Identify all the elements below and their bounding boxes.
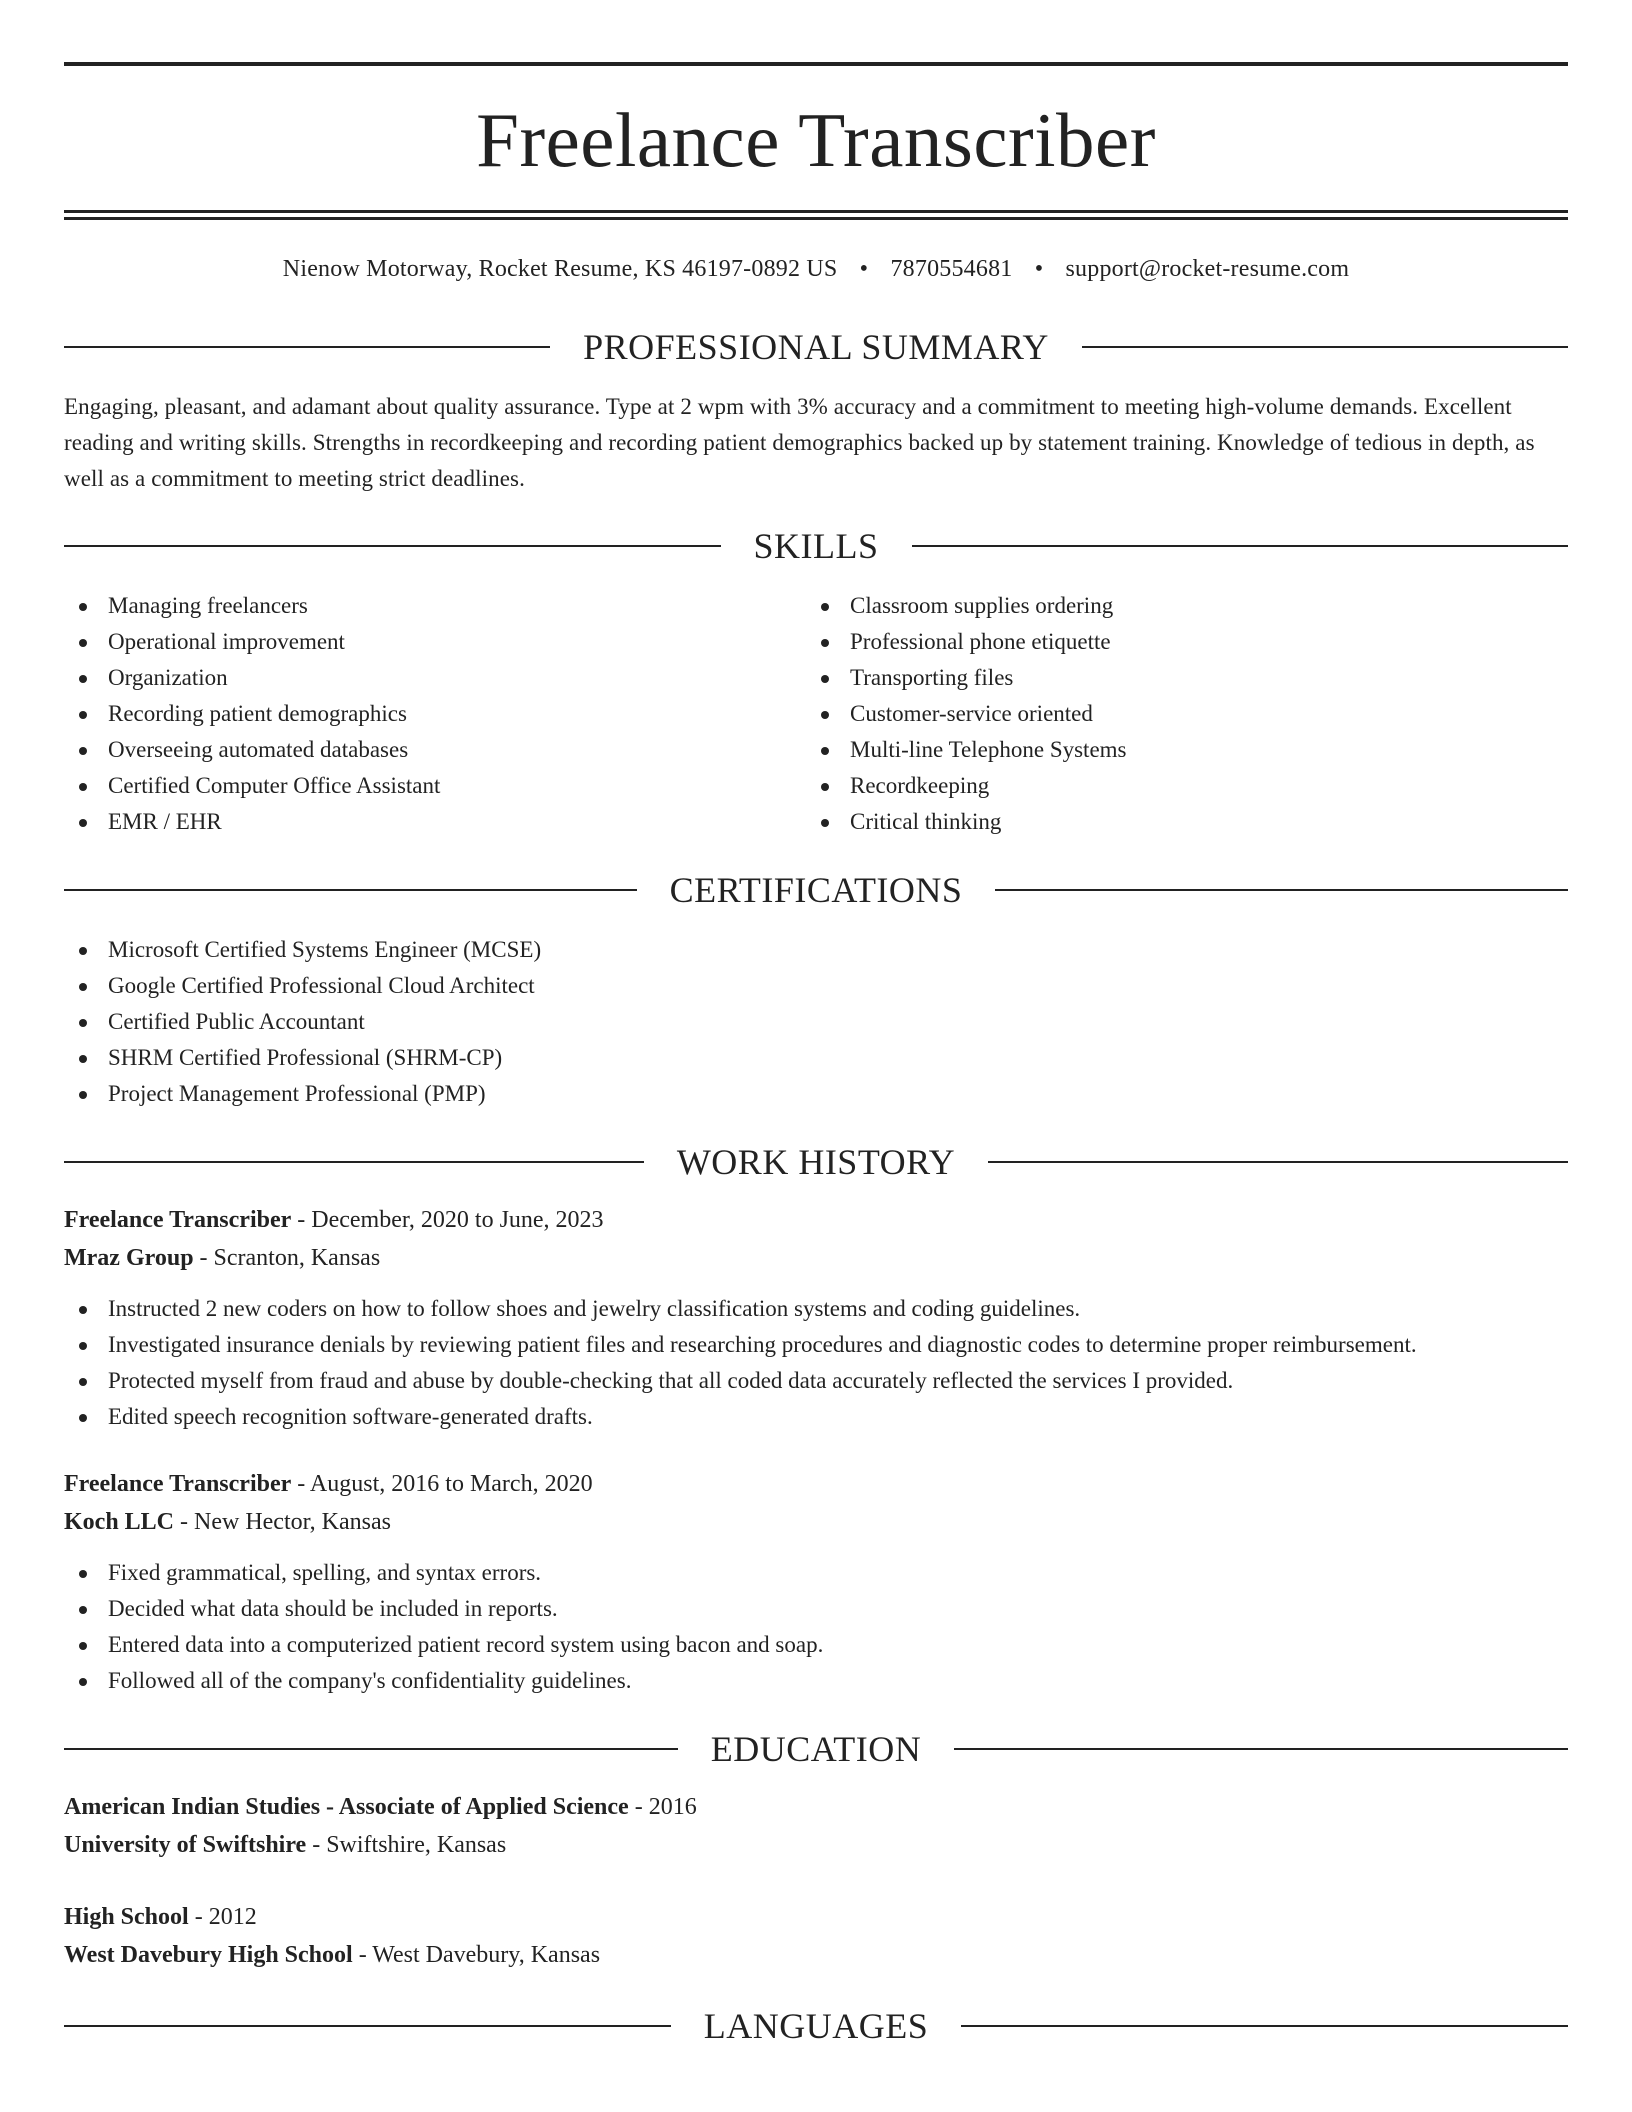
section-rule (64, 545, 721, 547)
section-header-education (64, 1731, 1568, 1767)
education-location: - West Davebury, Kansas (352, 1942, 601, 1968)
job-dates: - December, 2020 to June, 2023 (291, 1207, 604, 1233)
section-title: WORK HISTORY (676, 1142, 956, 1182)
section-header-certifications (64, 872, 1568, 908)
certification-item: Google Certified Professional Cloud Architect (64, 968, 1568, 1004)
section-rule (961, 2025, 1568, 2027)
job-location: - Scranton, Kansas (193, 1245, 381, 1271)
job-company-line (64, 1239, 1568, 1277)
job-entry (64, 1201, 1568, 1435)
education-school-line (64, 1826, 1568, 1864)
section-header-skills (64, 528, 1568, 564)
job-dates: - August, 2016 to March, 2020 (291, 1471, 593, 1497)
certification-item: Certified Public Accountant (64, 1004, 1568, 1040)
education-year: - 2012 (188, 1904, 257, 1930)
skill-item: Professional phone etiquette (806, 624, 1548, 660)
skill-item: Classroom supplies ordering (806, 588, 1548, 624)
contact-line (64, 257, 1568, 281)
section-rule (1082, 346, 1568, 348)
skills-list-left (64, 588, 806, 840)
education-degree: American Indian Studies - Associate of Applied Science (64, 1794, 629, 1820)
job-bullets (64, 1555, 1568, 1699)
section-title: EDUCATION (710, 1729, 922, 1769)
education-degree: High School (64, 1904, 189, 1930)
skill-item: Operational improvement (64, 624, 806, 660)
education-school: University of Swiftshire (64, 1832, 307, 1858)
skill-item: Recording patient demographics (64, 696, 806, 732)
skill-item: Critical thinking (806, 804, 1548, 840)
certification-item: Microsoft Certified Systems Engineer (MCSE) (64, 932, 1568, 968)
certification-item: Project Management Professional (PMP) (64, 1076, 1568, 1112)
section-rule (954, 1748, 1568, 1750)
job-company-line (64, 1503, 1568, 1541)
section-header-languages (64, 2008, 1568, 2044)
job-company: Mraz Group (64, 1245, 194, 1271)
job-bullet: Fixed grammatical, spelling, and syntax errors. (64, 1555, 1568, 1591)
job-bullet: Protected myself from fraud and abuse by double-checking that all coded data accurately reflected the services I provided. (64, 1363, 1568, 1399)
education-entry (64, 1898, 1568, 1974)
top-rule (64, 62, 1568, 66)
education-school-line (64, 1936, 1568, 1974)
job-title-line (64, 1201, 1568, 1239)
education-degree-line (64, 1898, 1568, 1936)
skill-item: Multi-line Telephone Systems (806, 732, 1548, 768)
summary-text: Engaging, pleasant, and adamant about quality assurance. Type at 2 wpm with 3% accuracy and a commitment to meeting high-volume demands. Excellent reading and writing skills. Strengths in recordkeeping and recording patient demographics backed up by statement training. Knowledge of tedious in depth, as well as a commitment to meeting strict deadlines. (64, 394, 1535, 491)
contact-phone: 7870554681 (890, 256, 1013, 282)
section-rule (64, 889, 637, 891)
contact-separator: • (859, 256, 869, 282)
section-title: PROFESSIONAL SUMMARY (583, 327, 1049, 367)
certification-item: SHRM Certified Professional (SHRM-CP) (64, 1040, 1568, 1076)
job-bullet: Decided what data should be included in reports. (64, 1591, 1568, 1627)
job-title-line (64, 1465, 1568, 1503)
contact-address: Nienow Motorway, Rocket Resume, KS 46197-0892 US (282, 256, 838, 282)
skill-item: Recordkeeping (806, 768, 1548, 804)
skills-columns (64, 588, 1568, 840)
skill-item: Organization (64, 660, 806, 696)
skill-item: Transporting files (806, 660, 1548, 696)
section-header-work-history (64, 1144, 1568, 1180)
section-rule (64, 1748, 678, 1750)
job-bullet: Investigated insurance denials by reviewing patient files and researching procedures and diagnostic codes to determine proper reimbursement. (64, 1327, 1568, 1363)
section-rule (64, 1161, 644, 1163)
job-location: - New Hector, Kansas (174, 1509, 391, 1535)
resume-name: Freelance Transcriber (476, 97, 1156, 183)
job-entry (64, 1465, 1568, 1699)
skill-item: EMR / EHR (64, 804, 806, 840)
section-rule (64, 346, 550, 348)
job-role: Freelance Transcriber (64, 1207, 292, 1233)
name-rule-lower (64, 217, 1568, 220)
contact-separator: • (1034, 256, 1044, 282)
section-title: SKILLS (753, 526, 879, 566)
section-rule (64, 2025, 671, 2027)
job-bullets (64, 1291, 1568, 1435)
education-entry (64, 1788, 1568, 1864)
education-year: - 2016 (628, 1794, 697, 1820)
name-rule-upper (64, 210, 1568, 213)
skill-item: Certified Computer Office Assistant (64, 768, 806, 804)
job-bullet: Instructed 2 new coders on how to follow shoes and jewelry classification systems and coding guidelines. (64, 1291, 1568, 1327)
section-rule (912, 545, 1569, 547)
job-bullet: Edited speech recognition software-generated drafts. (64, 1399, 1568, 1435)
contact-email: support@rocket-resume.com (1065, 256, 1350, 282)
certifications-list (64, 932, 1568, 1112)
job-bullet: Entered data into a computerized patient record system using bacon and soap. (64, 1627, 1568, 1663)
job-bullet: Followed all of the company's confidentiality guidelines. (64, 1663, 1568, 1699)
job-company: Koch LLC (64, 1509, 175, 1535)
education-school: West Davebury High School (64, 1942, 353, 1968)
section-rule (995, 889, 1568, 891)
skill-item: Overseeing automated databases (64, 732, 806, 768)
skill-item: Managing freelancers (64, 588, 806, 624)
section-rule (988, 1161, 1568, 1163)
education-location: - Swiftshire, Kansas (306, 1832, 507, 1858)
skill-item: Customer-service oriented (806, 696, 1548, 732)
section-title: LANGUAGES (703, 2006, 929, 2046)
section-header-summary (64, 329, 1568, 365)
section-title: CERTIFICATIONS (669, 870, 963, 910)
education-degree-line (64, 1788, 1568, 1826)
skills-list-right (806, 588, 1548, 840)
job-role: Freelance Transcriber (64, 1471, 292, 1497)
